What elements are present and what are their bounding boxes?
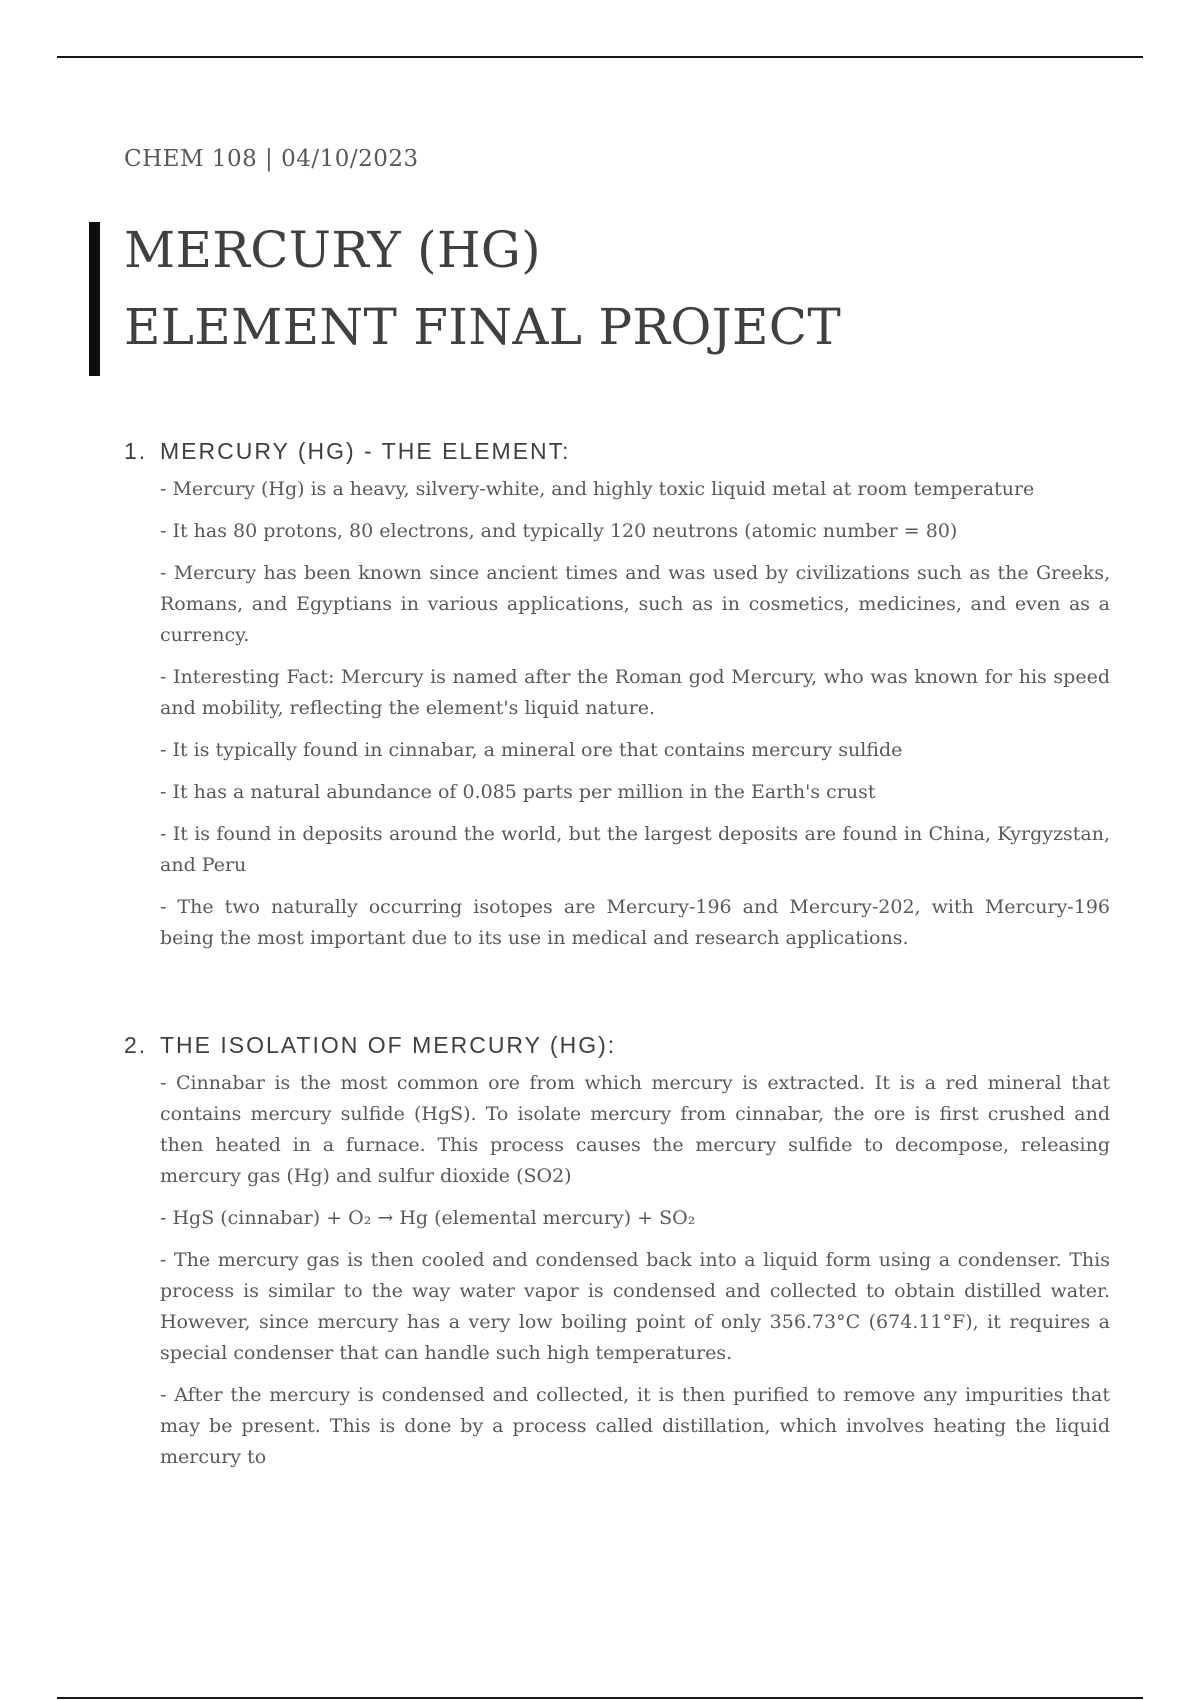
title-line-2: ELEMENT FINAL PROJECT [124,298,842,356]
list-item: - HgS (cinnabar) + O₂ → Hg (elemental mercury) + SO₂ [160,1207,696,1229]
top-rule [57,56,1143,58]
section-number: 1. [124,438,148,464]
course-date-header: CHEM 108 | 04/10/2023 [124,146,419,172]
list-item: - Interesting Fact: Mercury is named after the Roman god Mercury, who was known for his speed and mobility, reflecting the element's liquid nature. [160,666,1110,719]
section-heading [124,436,1110,466]
list-item: - The mercury gas is then cooled and condensed back into a liquid form using a condenser. This process is similar to the way water vapor is condensed and collected to obtain distilled water. However, since mercury has a very low boiling point of only 356.73°C (674.11°F), it requires a special condenser that can handle such high temperatures. [160,1249,1110,1364]
section-isolation [124,1030,1110,1484]
document-title [124,212,841,366]
section-heading [124,1030,1110,1060]
list-item: - The two naturally occurring isotopes are Mercury-196 and Mercury-202, with Mercury-196 being the most important due to its use in medical and research applications. [160,896,1110,949]
section-items [160,474,1110,954]
list-item: - Cinnabar is the most common ore from which mercury is extracted. It is a red mineral that contains mercury sulfide (HgS). To isolate mercury from cinnabar, the ore is first crushed and then heated in a furnace. This process causes the mercury sulfide to decompose, releasing mercury gas (Hg) and sulfur dioxide (SO2) [160,1072,1110,1187]
title-line-1: MERCURY (HG) [124,221,541,279]
list-item: - It has 80 protons, 80 electrons, and typically 120 neutrons (atomic number = 80) [160,520,958,542]
section-title: THE ISOLATION OF MERCURY (HG): [160,1032,617,1058]
list-item: - It has a natural abundance of 0.085 parts per million in the Earth's crust [160,781,876,803]
list-item: - Mercury has been known since ancient times and was used by civilizations such as the Greeks, Romans, and Egyptians in various applications, such as in cosmetics, medicines, and even as a currency. [160,562,1110,646]
list-item: - After the mercury is condensed and collected, it is then purified to remove any impurities that may be present. This is done by a process called distillation, which involves heating the liquid mercury to [160,1384,1110,1468]
section-the-element [124,436,1110,965]
section-number: 2. [124,1032,148,1058]
list-item: - Mercury (Hg) is a heavy, silvery-white, and highly toxic liquid metal at room temperature [160,478,1035,500]
section-items [160,1068,1110,1473]
list-item: - It is typically found in cinnabar, a mineral ore that contains mercury sulfide [160,739,903,761]
section-title: MERCURY (HG) - THE ELEMENT: [160,438,571,464]
title-accent-bar [89,222,100,376]
list-item: - It is found in deposits around the world, but the largest deposits are found in China, Kyrgyzstan, and Peru [160,823,1110,876]
bottom-rule [57,1697,1143,1699]
